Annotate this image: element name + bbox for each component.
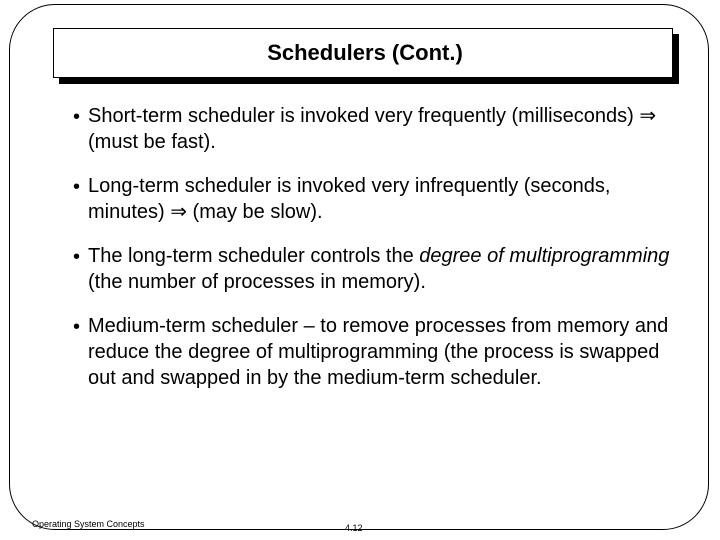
bullet-item [73,103,673,155]
footer-course-title: Operating System Concepts [32,519,145,529]
bullet-text [88,315,668,389]
bullet-item [73,173,673,225]
bullet-list [73,103,673,409]
bullet-item [73,313,673,391]
title-box [53,28,673,78]
bullet-text-part: Short-term scheduler is invoked very frequently (milliseconds) ⇒ (must be fast). [88,105,657,153]
bullet-icon: • [73,106,81,128]
bullet-icon: • [73,246,81,268]
bullet-text-part: Medium-term scheduler – to remove processes from memory and reduce the degree of multiprogramming (the process is swapped out and swapped in by the medium-term scheduler. [88,315,669,389]
slide-title: Schedulers (Cont.) [267,40,463,65]
footer-page-number: 4.12 [345,523,363,533]
bullet-text-emphasis: degree of multiprogramming [419,245,670,267]
bullet-icon: • [73,176,81,198]
bullet-icon: • [73,316,81,338]
bullet-text-part: The long-term scheduler controls the [88,245,420,267]
bullet-text [88,105,656,153]
bullet-text [88,245,669,293]
bullet-item [73,243,673,295]
bullet-text [88,175,610,223]
bullet-text-part: (the number of processes in memory). [88,271,426,293]
bullet-text-part: Long-term scheduler is invoked very infrequently (seconds, minutes) ⇒ (may be slow). [88,175,611,223]
